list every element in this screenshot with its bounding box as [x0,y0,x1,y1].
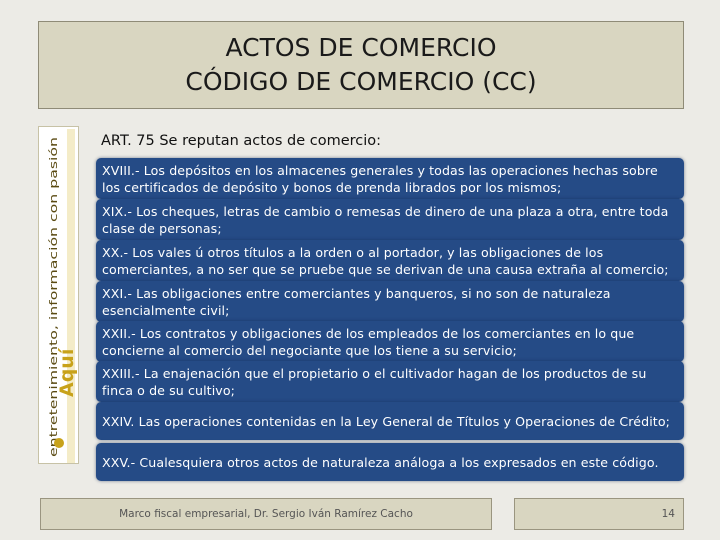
list-item: XXIV. Las operaciones contenidas en la Ley General de Títulos y Operaciones de Crédito; [96,402,684,440]
side-banner-image [38,126,79,464]
list-item: XIX.- Los cheques, letras de cambio o remesas de dinero de una plaza a otra, entre toda clase de personas; [96,199,684,240]
list-item: XXIII.- La enajenación que el propietario o el cultivador hagan de los productos de su finca o de su cultivo; [96,361,684,402]
slide-subtitle: CÓDIGO DE COMERCIO (CC) [185,67,537,96]
footer-page-number [514,498,684,530]
footer-author-text: Marco fiscal empresarial, Dr. Sergio Iván Ramírez Cacho [119,508,413,520]
list-item: XXII.- Los contratos y obligaciones de los empleados de los comerciantes en lo que concierne al comercio del negociante que los tiene a su servicio; [96,321,684,362]
banner-tagline: entretenimiento, información con pasión [48,243,60,457]
list-item: XXI.- Las obligaciones entre comerciantes y banqueros, si no son de naturaleza esencialmente civil; [96,281,684,322]
list-item: XVIII.- Los depósitos en los almacenes generales y todas las operaciones hechas sobre los certificados de depósito y bonos de prenda librados por los mismos; [96,158,684,199]
banner-seal-icon [54,438,64,448]
list-item: XXV.- Cualesquiera otros actos de naturaleza análoga a los expresados en este código. [96,443,684,481]
list-item: XX.- Los vales ú otros títulos a la orden o al portador, y las obligaciones de los comerciantes, a no ser que se pruebe que se derivan de una causa extraña al comercio; [96,240,684,281]
footer-author [40,498,492,530]
banner-logo-graphic [39,127,79,464]
article-intro: ART. 75 Se reputan actos de comercio: [101,133,382,149]
slide-title: ACTOS DE COMERCIO [225,33,497,62]
slide-title-box [38,21,684,109]
banner-brand: Aquí [56,348,78,397]
page-number: 14 [661,508,675,520]
